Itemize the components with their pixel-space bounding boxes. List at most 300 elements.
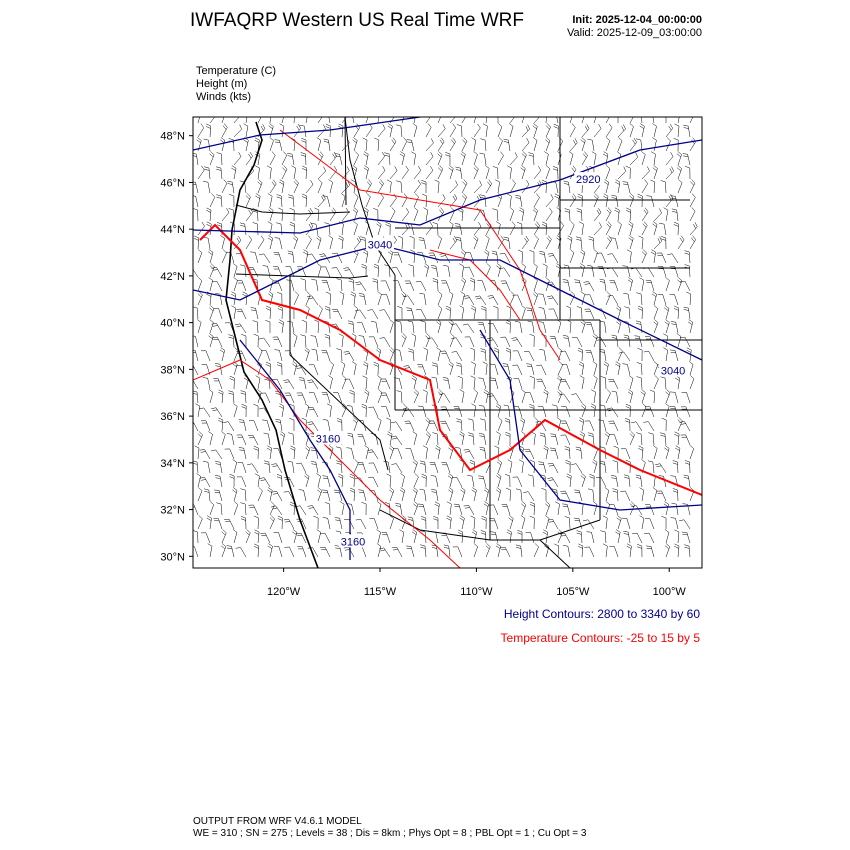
wind-barb [583, 520, 594, 529]
wind-barb [377, 543, 381, 557]
wind-barb [671, 321, 678, 333]
wind-barb [260, 533, 270, 543]
wind-barb [454, 406, 462, 417]
wind-barb [458, 376, 463, 389]
wind-barb [514, 378, 522, 389]
wind-barb [685, 265, 690, 277]
wind-barb [518, 250, 523, 263]
wind-barb [299, 490, 306, 501]
wind-barb [520, 417, 525, 431]
wind-barb [682, 532, 690, 543]
wind-barb [207, 516, 212, 529]
wind-barb [600, 279, 606, 291]
wind-barb [279, 180, 284, 193]
wind-barb [244, 124, 248, 137]
wind-barb [288, 433, 294, 445]
wind-barb [499, 268, 510, 277]
wind-barb [189, 546, 198, 557]
wind-barb [255, 194, 260, 207]
wind-barb [593, 501, 597, 515]
wind-barb [253, 222, 258, 235]
wind-barb [217, 153, 222, 165]
wind-barb [508, 460, 512, 473]
wind-barb [480, 419, 486, 431]
wind-barb [574, 280, 582, 291]
wind-barb [503, 139, 510, 151]
wind-barb [642, 180, 648, 193]
wind-barb [338, 124, 343, 137]
wind-barb [467, 475, 474, 487]
wind-barb [211, 450, 222, 459]
wind-barb [438, 109, 442, 123]
wind-barb [670, 406, 678, 417]
wind-barb [689, 361, 693, 375]
wind-barb [194, 236, 199, 249]
wind-barb [397, 391, 402, 403]
wind-barb [645, 337, 654, 347]
wind-barb [378, 166, 385, 179]
wind-barb [342, 375, 346, 389]
wind-barb [432, 377, 438, 389]
wind-barb [543, 264, 547, 277]
wind-barb [606, 222, 611, 235]
wind-barb [377, 221, 382, 235]
wind-barb [509, 123, 513, 137]
wind-barb [462, 110, 468, 123]
wind-barb [658, 294, 666, 305]
wind-barb [557, 375, 562, 389]
wind-barb [254, 530, 259, 543]
wind-barb [666, 124, 673, 137]
wind-barb [381, 407, 390, 417]
wind-barb [638, 446, 643, 459]
wind-barb [308, 407, 318, 417]
wind-barb [278, 516, 283, 529]
wind-barb [522, 263, 526, 277]
wind-barb [195, 404, 199, 417]
wind-barb [292, 529, 297, 543]
wind-barb [424, 263, 429, 277]
wind-barb [594, 249, 598, 263]
wind-barb [280, 431, 285, 445]
wind-barb [639, 236, 643, 249]
wind-barb [408, 321, 414, 333]
wind-barb [354, 221, 358, 235]
wind-barb [190, 336, 198, 347]
wind-barb [391, 464, 402, 473]
wind-barb [342, 403, 347, 417]
height-contour-label: 3160 [340, 536, 366, 549]
wind-barb [426, 166, 433, 179]
wind-barb [304, 473, 309, 487]
wind-barb [472, 488, 477, 501]
wind-barb [402, 222, 409, 235]
wind-barb [410, 250, 415, 263]
wind-barb [562, 504, 570, 515]
wind-barb [550, 434, 558, 445]
wind-barb [478, 378, 486, 389]
wind-barb [360, 237, 366, 249]
wind-barb [376, 529, 380, 543]
wind-barb [218, 390, 223, 403]
wind-barb [265, 320, 270, 333]
wind-barb [628, 221, 633, 235]
wind-barb [198, 515, 202, 529]
wind-barb [356, 519, 366, 529]
wind-barb [272, 491, 282, 501]
wind-barb [640, 516, 644, 529]
wind-barb [690, 222, 697, 235]
wind-barb [664, 208, 668, 221]
wind-barb [344, 351, 354, 361]
wind-barb [463, 296, 474, 305]
wind-barb [642, 166, 650, 179]
wind-barb [536, 379, 546, 389]
wind-barb [347, 405, 354, 417]
wind-barb [198, 277, 202, 291]
wind-barb [485, 165, 489, 179]
wind-barb [414, 193, 419, 207]
wind-barb [341, 193, 345, 207]
wind-barb [210, 193, 215, 207]
wind-barb [426, 222, 433, 235]
wind-barb [651, 152, 655, 165]
wind-barb [325, 306, 330, 319]
wind-barb [254, 544, 259, 557]
wind-barb [388, 124, 393, 137]
wind-barb [431, 489, 438, 501]
wind-barb [244, 138, 249, 151]
wind-barb [681, 407, 690, 417]
wind-barb [193, 208, 198, 221]
wind-barb [501, 281, 510, 291]
wind-barb [296, 533, 306, 543]
wind-barb [672, 209, 678, 221]
wind-barb [542, 110, 547, 123]
wind-barb [316, 235, 321, 249]
wind-barb [296, 463, 306, 473]
wind-barb [354, 236, 361, 249]
wind-barb [456, 363, 462, 375]
wind-barb [690, 236, 696, 249]
wind-barb [203, 378, 210, 389]
wind-barb [275, 238, 282, 249]
wind-barb [435, 180, 439, 193]
wind-barb [233, 263, 237, 277]
wind-barb [601, 376, 606, 389]
wind-barb [634, 336, 642, 347]
wind-barb [505, 432, 510, 445]
wind-barb [277, 474, 282, 487]
wind-barb [421, 180, 426, 193]
wind-barb [198, 166, 204, 179]
wind-barb [490, 378, 498, 389]
wind-barb [201, 533, 210, 543]
wind-barb [545, 515, 549, 529]
wind-barb [616, 319, 621, 333]
wind-barb [548, 463, 558, 473]
wind-barb [222, 208, 229, 221]
wind-barb [386, 222, 391, 235]
wind-barb [550, 336, 558, 347]
wind-barb [637, 362, 642, 375]
wind-barb [515, 195, 522, 207]
wind-barb [374, 264, 379, 277]
wind-barb [677, 277, 682, 291]
wind-barb [198, 249, 202, 263]
wind-barb [346, 448, 354, 459]
wind-barb [529, 404, 534, 417]
wind-barb [490, 280, 498, 291]
wind-barb [642, 222, 647, 235]
wind-barb [227, 181, 234, 193]
wind-barb [626, 208, 631, 221]
wind-barb [438, 208, 444, 221]
wind-barb [493, 306, 498, 319]
wind-barb [247, 464, 258, 473]
wind-barb [215, 461, 222, 473]
wind-barb [660, 377, 666, 389]
wind-barb [682, 392, 690, 403]
wind-barb [361, 264, 366, 277]
wind-barb [517, 222, 522, 235]
wind-barb [362, 502, 367, 515]
wind-barb [221, 431, 225, 445]
wind-barb [443, 377, 450, 389]
wind-barb [521, 515, 525, 529]
wind-barb [377, 375, 381, 389]
wind-barb [592, 152, 596, 165]
wind-barb [538, 406, 546, 417]
wind-barb [204, 167, 210, 179]
wind-barb [412, 529, 417, 543]
wind-barb [666, 277, 670, 291]
wind-barb [684, 307, 690, 319]
wind-barb [581, 291, 585, 305]
wind-barb [311, 461, 318, 473]
wind-barb [480, 349, 486, 361]
wind-barb [604, 179, 609, 193]
wind-barb [449, 291, 453, 305]
wind-barb [471, 362, 475, 375]
wind-barb [522, 151, 527, 165]
wind-barb [547, 296, 558, 305]
wind-barb [652, 123, 656, 137]
wind-barb [320, 547, 330, 557]
wind-barb [470, 348, 475, 361]
wind-barb [474, 124, 480, 137]
wind-barb [251, 308, 258, 319]
wind-barb [513, 351, 522, 361]
lat-label: 48°N [160, 130, 185, 143]
wind-barb [471, 138, 475, 151]
wind-barb [621, 449, 630, 459]
wind-barb [522, 305, 526, 319]
wind-barb [641, 389, 646, 403]
wind-barb [534, 194, 540, 207]
wind-barb [548, 253, 558, 263]
wind-barb [584, 547, 594, 557]
wind-barb [405, 281, 414, 291]
wind-barb [522, 180, 529, 193]
wind-barb [544, 446, 549, 459]
wind-barb [234, 152, 241, 165]
wind-barb [342, 208, 349, 221]
wind-barb [577, 208, 582, 221]
wind-barbs-layer [187, 109, 697, 557]
wind-barb [562, 364, 570, 375]
wind-barb [274, 140, 282, 151]
wind-barb [379, 338, 390, 347]
wind-barb [372, 279, 378, 291]
wind-barb [510, 207, 514, 221]
wind-barb [366, 193, 370, 207]
wind-barb [603, 544, 607, 557]
wind-barb [426, 152, 433, 165]
wind-barb [212, 323, 222, 333]
wind-barb [330, 208, 336, 221]
wind-barb [605, 431, 610, 445]
wind-barb [206, 208, 211, 221]
lon-label: 110°W [460, 586, 493, 598]
wind-barb [374, 362, 379, 375]
wind-barb [587, 532, 594, 543]
wind-barb [479, 405, 486, 417]
wind-barb [456, 167, 462, 179]
lon-label: 105°W [556, 586, 590, 598]
wind-barb [268, 235, 273, 249]
wind-barb [208, 544, 212, 557]
wind-barb [593, 375, 597, 389]
wind-barb [630, 123, 634, 137]
wind-barb [622, 266, 630, 277]
wind-barb [474, 389, 478, 403]
wind-barb [426, 417, 431, 431]
wind-barb [196, 109, 201, 123]
wind-barb [403, 296, 414, 305]
valid-time: Valid: 2025-12-09_03:00:00 [567, 27, 702, 39]
wind-barb [674, 222, 679, 235]
wind-barb [403, 408, 414, 417]
wind-barb [474, 151, 478, 165]
wind-barb [327, 404, 331, 417]
wind-barb [214, 490, 222, 501]
wind-barb [441, 462, 450, 473]
wind-barb [222, 249, 227, 263]
wind-barb [277, 292, 282, 305]
wind-barb [560, 379, 570, 389]
wind-barb [516, 545, 522, 557]
wind-barb [302, 194, 307, 207]
wind-barb [657, 491, 666, 501]
wind-barb [600, 461, 606, 473]
wind-barb [506, 348, 511, 361]
wind-barb [358, 490, 366, 501]
wind-barb [534, 166, 541, 179]
wind-barb [288, 195, 294, 207]
wind-barb [570, 249, 574, 263]
wind-barb [228, 335, 234, 347]
wind-barb [190, 350, 198, 361]
wind-barb [579, 362, 584, 375]
wind-barb [510, 291, 514, 305]
wind-barb [594, 124, 601, 137]
wind-barb [607, 254, 618, 263]
wind-barb [551, 181, 558, 193]
wind-barb [292, 361, 297, 375]
wind-barb [198, 222, 205, 235]
wind-barb [452, 351, 462, 361]
wind-barb [560, 491, 570, 501]
wind-barb [198, 431, 203, 445]
chart-title: IWFAQRP Western US Real Time WRF [190, 10, 524, 31]
wind-barb [322, 490, 330, 501]
wind-barb [276, 223, 282, 235]
wind-barb [618, 137, 622, 151]
wind-barb [622, 364, 630, 375]
wind-barb [515, 321, 522, 333]
wind-barb [654, 375, 658, 389]
wind-barb [690, 179, 695, 193]
wind-barb [275, 391, 282, 403]
wind-barb [438, 291, 442, 305]
wind-barb [571, 394, 582, 403]
wind-barb [358, 462, 366, 473]
wind-barb [489, 519, 498, 529]
wind-barb [519, 208, 524, 221]
wind-barb [626, 460, 631, 473]
wind-barb [461, 277, 466, 291]
wind-barb [229, 208, 234, 221]
wind-barb [413, 501, 418, 515]
wind-barb [528, 321, 534, 333]
wind-barb [408, 349, 414, 361]
wind-barb [631, 506, 642, 515]
wind-barb [423, 446, 427, 459]
wind-barb [421, 516, 426, 529]
wind-barb [339, 334, 343, 347]
wind-barb [560, 351, 570, 361]
wind-barb [323, 517, 330, 529]
wind-barb [642, 249, 647, 263]
wind-barb [648, 461, 654, 473]
wind-barb [270, 137, 274, 151]
wind-barb [461, 249, 466, 263]
wind-barb [351, 292, 356, 305]
wind-barb [574, 490, 582, 501]
wind-barb [558, 361, 563, 375]
wind-barb [396, 321, 402, 333]
wind-barb [561, 407, 570, 417]
wind-barb [680, 281, 690, 291]
wind-barb [369, 463, 378, 473]
wind-barb [636, 433, 642, 445]
wind-barb [684, 251, 690, 263]
wind-barb [581, 473, 586, 487]
wind-barb [453, 547, 462, 557]
wind-barb [654, 305, 658, 319]
wind-barb [557, 151, 561, 165]
wind-barb [427, 338, 438, 347]
wind-barb [456, 419, 462, 431]
height-contour-label: 2920 [576, 174, 601, 187]
wind-barb [583, 282, 594, 291]
wind-barb [665, 389, 670, 403]
wind-barb [638, 194, 643, 207]
wind-barb [233, 403, 237, 417]
wind-barb [580, 249, 585, 263]
wind-barb [486, 180, 492, 193]
